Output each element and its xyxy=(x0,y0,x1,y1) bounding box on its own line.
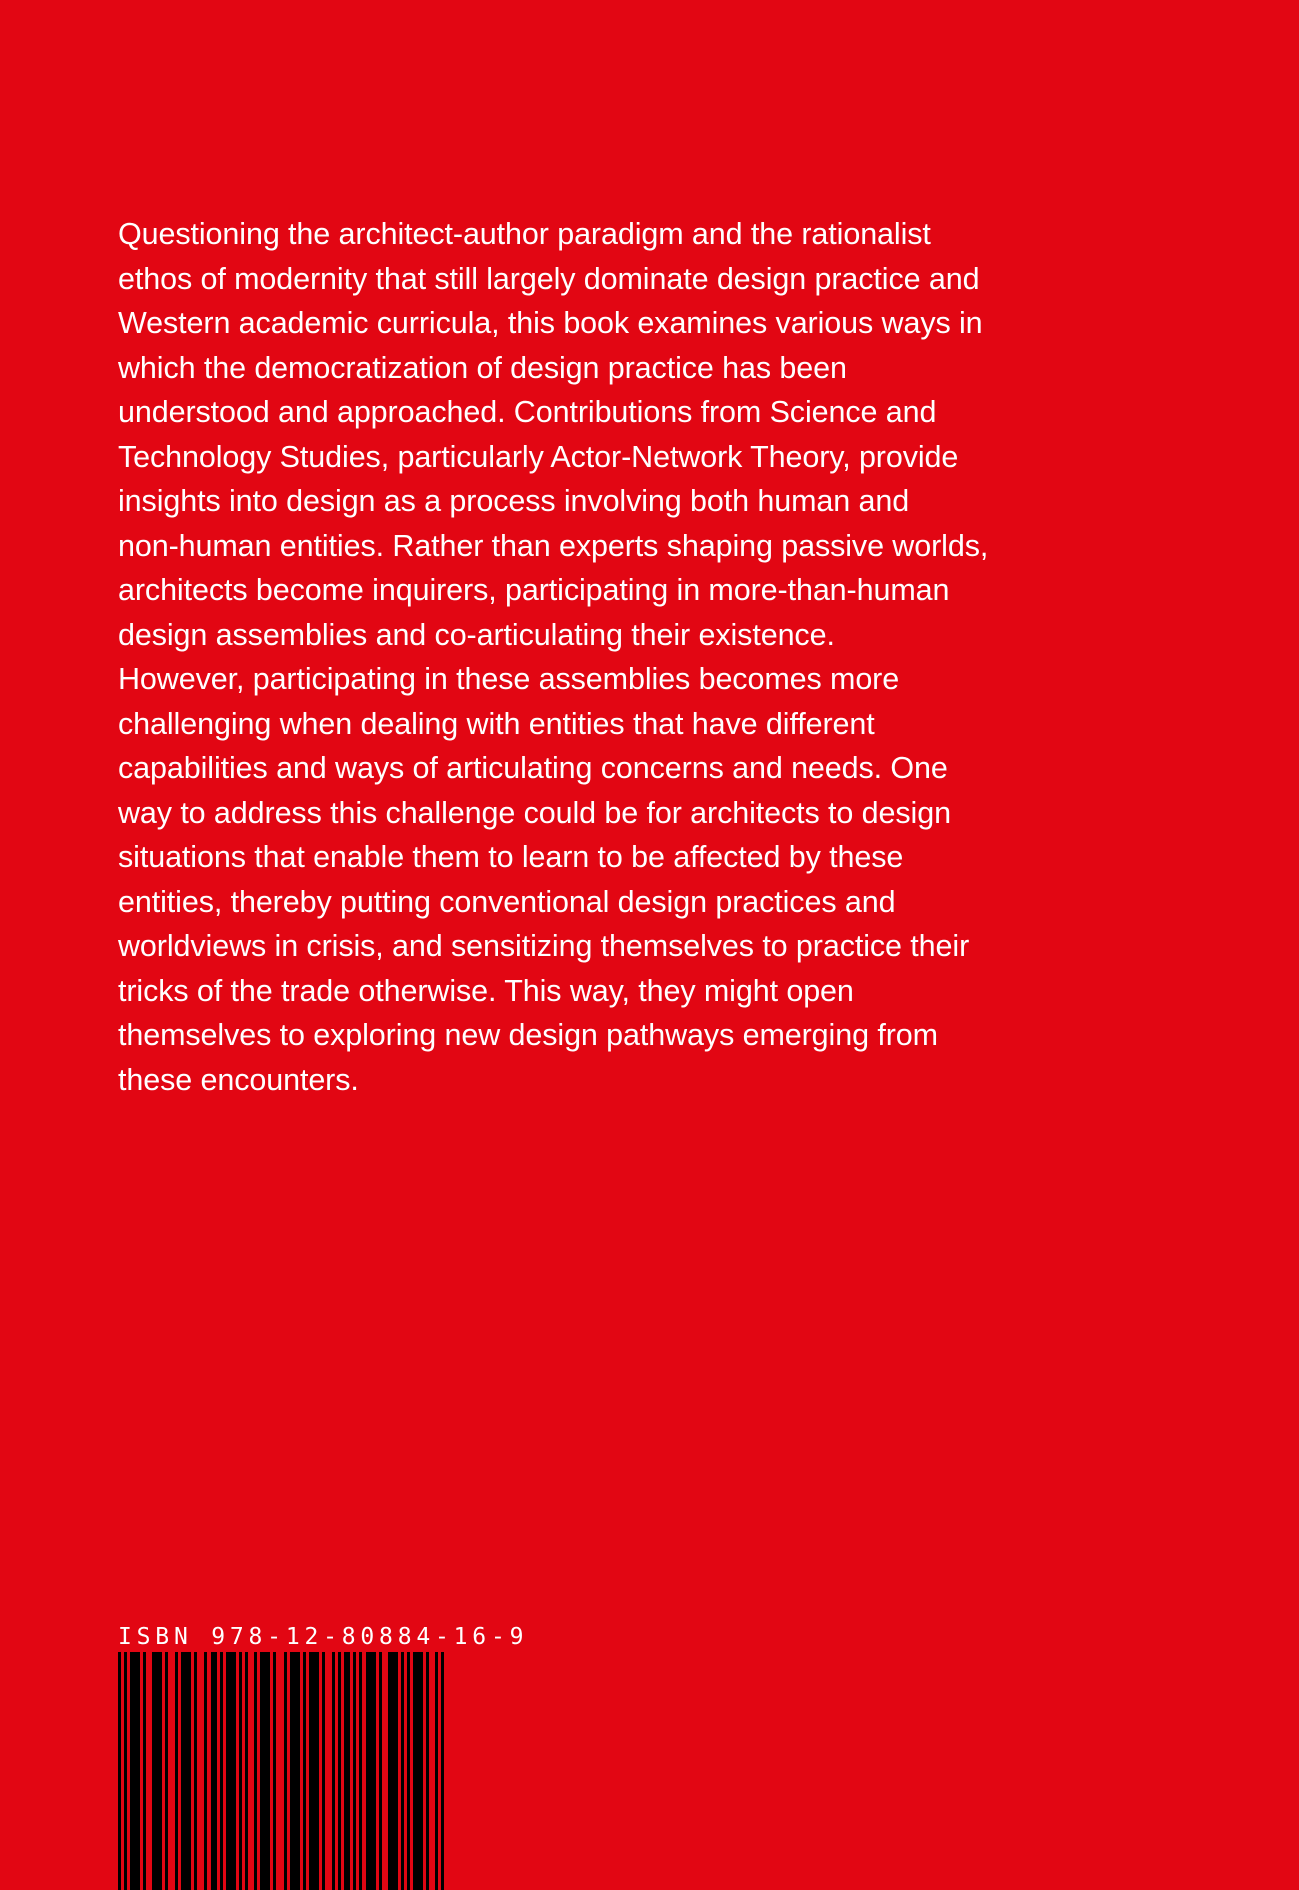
barcode-bar xyxy=(254,1652,257,1890)
blurb-text xyxy=(118,212,1098,1102)
barcode-bar xyxy=(284,1652,287,1890)
barcode-bar xyxy=(379,1652,382,1890)
barcode-bar xyxy=(118,1652,121,1890)
blurb-line: ethos of modernity that still largely dominate design practice and xyxy=(118,261,980,296)
blurb-line: way to address this challenge could be for architects to design xyxy=(118,795,951,830)
barcode-bar xyxy=(220,1652,223,1890)
isbn-label: ISBN 978-12-80884-16-9 xyxy=(118,1624,529,1650)
barcode-bar xyxy=(338,1652,341,1890)
barcode-bar xyxy=(130,1652,140,1890)
barcode-bar xyxy=(143,1652,146,1890)
barcode-bar xyxy=(194,1652,197,1890)
barcode-bar xyxy=(413,1652,423,1890)
barcode-bar xyxy=(152,1652,162,1890)
blurb-line: insights into design as a process involving both human and xyxy=(118,484,910,518)
blurb-line: Questioning the architect-author paradigm and the rationalist xyxy=(118,217,931,251)
barcode-bar xyxy=(401,1652,404,1890)
barcode-bar xyxy=(366,1652,376,1890)
barcode-bar xyxy=(290,1652,300,1890)
barcode-bar xyxy=(441,1652,444,1890)
blurb-line: which the democratization of design practice has been xyxy=(118,350,847,385)
blurb-line: entities, thereby putting conventional design practices and xyxy=(118,884,896,919)
blurb-line: architects become inquirers, participating in more-than-human xyxy=(118,573,950,607)
barcode-bar xyxy=(239,1652,242,1890)
blurb-line: themselves to exploring new design pathways emerging from xyxy=(118,1018,938,1052)
blurb-line: tricks of the trade otherwise. This way, they might open xyxy=(118,973,854,1008)
barcode-bar xyxy=(260,1652,270,1890)
barcode-bar xyxy=(388,1652,398,1890)
barcode-bar xyxy=(359,1652,362,1890)
barcode-bar xyxy=(165,1652,168,1890)
barcode-bar xyxy=(245,1652,248,1890)
isbn-barcode xyxy=(118,1652,503,1890)
blurb-line: these encounters. xyxy=(118,1062,359,1097)
barcode-bar xyxy=(226,1652,236,1890)
barcode-bar xyxy=(322,1652,325,1890)
blurb-line: non-human entities. Rather than experts shaping passive worlds, xyxy=(118,528,989,563)
barcode-bar xyxy=(303,1652,306,1890)
blurb-line: However, participating in these assemblies becomes more xyxy=(118,662,900,696)
barcode-bar xyxy=(124,1652,127,1890)
barcode-bar xyxy=(211,1652,217,1890)
barcode-bar xyxy=(353,1652,356,1890)
blurb-line: design assemblies and co-articulating their existence. xyxy=(118,617,835,652)
barcode-bar xyxy=(407,1652,410,1890)
blurb-line: Technology Studies, particularly Actor-Network Theory, provide xyxy=(118,439,959,474)
blurb-line: situations that enable them to learn to be affected by these xyxy=(118,840,904,874)
blurb-line: understood and approached. Contributions from Science and xyxy=(118,395,937,429)
barcode-bar xyxy=(204,1652,207,1890)
barcode-bar xyxy=(309,1652,319,1890)
barcode-bar xyxy=(175,1652,178,1890)
blurb-line: capabilities and ways of articulating concerns and needs. One xyxy=(118,751,948,785)
blurb-line: worldviews in crisis, and sensitizing themselves to practice their xyxy=(118,929,970,963)
barcode-bar xyxy=(426,1652,429,1890)
blurb-line: challenging when dealing with entities that have different xyxy=(118,706,875,741)
blurb-line: Western academic curricula, this book examines various ways in xyxy=(118,306,983,340)
barcode-bar xyxy=(344,1652,350,1890)
barcode-bar xyxy=(181,1652,191,1890)
barcode-bar xyxy=(435,1652,438,1890)
barcode-bar xyxy=(273,1652,276,1890)
barcode-bar xyxy=(332,1652,335,1890)
